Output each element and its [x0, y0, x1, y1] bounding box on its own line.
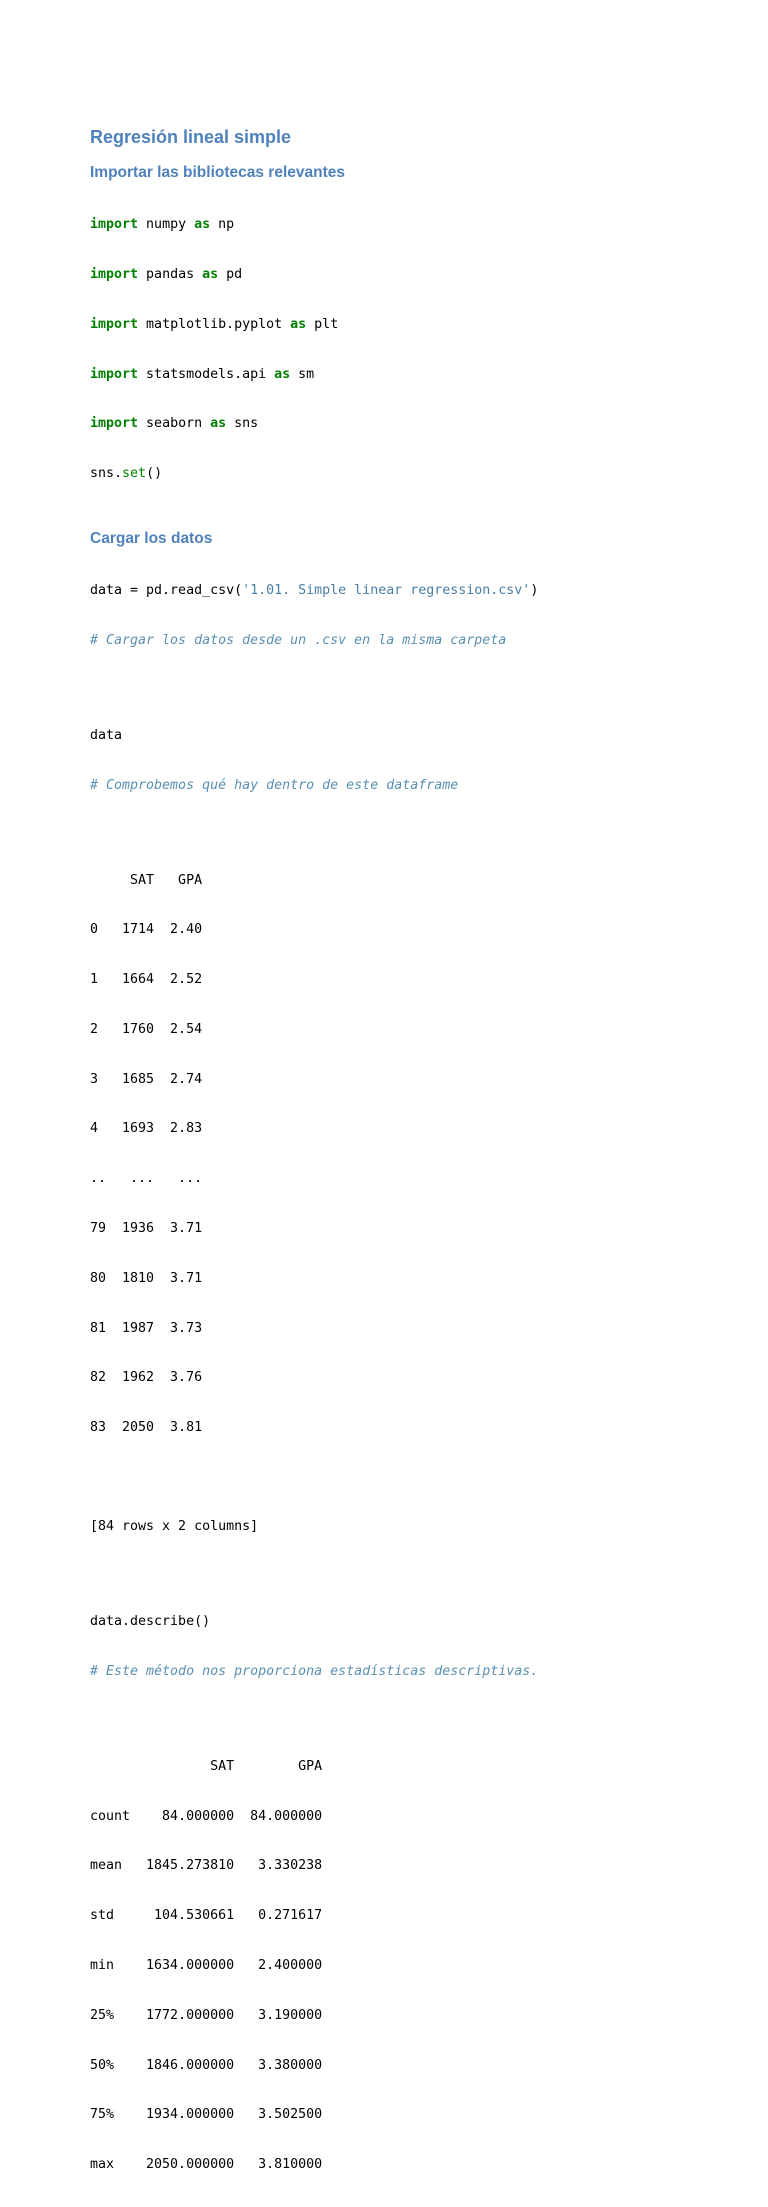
import-line-seaborn: import seaborn as sns [90, 416, 259, 432]
import-line-statsmodels: import statsmodels.api as sm [90, 366, 315, 382]
comment-describe: # Este método nos proporciona estadísticas descriptivas. [90, 1663, 539, 1679]
import-line-pandas: import pandas as pd [90, 266, 243, 282]
spacer [90, 516, 730, 528]
table-row: min 1634.000000 2.400000 [90, 1957, 323, 1973]
table-row: 80 1810 3.71 [90, 1270, 203, 1286]
table-row: 25% 1772.000000 3.190000 [90, 2007, 323, 2023]
table-row: .. ... ... [90, 1171, 203, 1187]
table-row: 75% 1934.000000 3.502500 [90, 2107, 323, 2123]
describe-output [90, 1726, 730, 2207]
load-code-block [90, 550, 730, 683]
table-row: 50% 1846.000000 3.380000 [90, 2057, 323, 2073]
import-line-matplotlib: import matplotlib.pyplot as plt [90, 316, 339, 332]
table-row: max 2050.000000 3.810000 [90, 2157, 323, 2173]
imports-heading: Importar las bibliotecas relevantes [90, 164, 345, 181]
table-row: 82 1962 3.76 [90, 1370, 203, 1386]
table-row: 83 2050 3.81 [90, 1420, 203, 1436]
table-row: 3 1685 2.74 [90, 1071, 203, 1087]
imports-code-block [90, 184, 730, 516]
dataframe-output [90, 839, 730, 1470]
table-row: mean 1845.273810 3.330238 [90, 1858, 323, 1874]
spacer [90, 1714, 730, 1726]
rows-info-block [90, 1486, 730, 1569]
table-row: 2 1760 2.54 [90, 1021, 203, 1037]
data-cmd-block [90, 695, 730, 828]
table-row: 1 1664 2.52 [90, 972, 203, 988]
spacer [90, 1470, 730, 1486]
document-page [90, 124, 730, 2207]
spacer [90, 1569, 730, 1581]
spacer [90, 683, 730, 695]
sns-set-line: sns.set() [90, 466, 163, 482]
table-row: 79 1936 3.71 [90, 1221, 203, 1237]
data-command: data [90, 727, 123, 743]
table-row: SAT GPA [90, 872, 203, 888]
describe-cmd-block [90, 1581, 730, 1714]
rows-info: [84 rows x 2 columns] [90, 1519, 259, 1535]
document-title: Regresión lineal simple [90, 127, 292, 147]
read-csv-line: data = pd.read_csv('1.01. Simple linear regression.csv') [90, 583, 539, 599]
import-line-numpy: import numpy as np [90, 217, 235, 233]
comment-inspect: # Comprobemos qué hay dentro de este dataframe [90, 777, 459, 793]
describe-command: data.describe() [90, 1614, 211, 1630]
table-row: 81 1987 3.73 [90, 1320, 203, 1336]
table-row: count 84.000000 84.000000 [90, 1808, 323, 1824]
spacer [90, 150, 730, 162]
load-heading: Cargar los datos [90, 529, 213, 547]
table-row: std 104.530661 0.271617 [90, 1908, 323, 1924]
table-row: 4 1693 2.83 [90, 1121, 203, 1137]
table-row: SAT GPA [90, 1758, 323, 1774]
comment-load: # Cargar los datos desde un .csv en la misma carpeta [90, 632, 507, 648]
spacer [90, 827, 730, 839]
table-row: 0 1714 2.40 [90, 922, 203, 938]
